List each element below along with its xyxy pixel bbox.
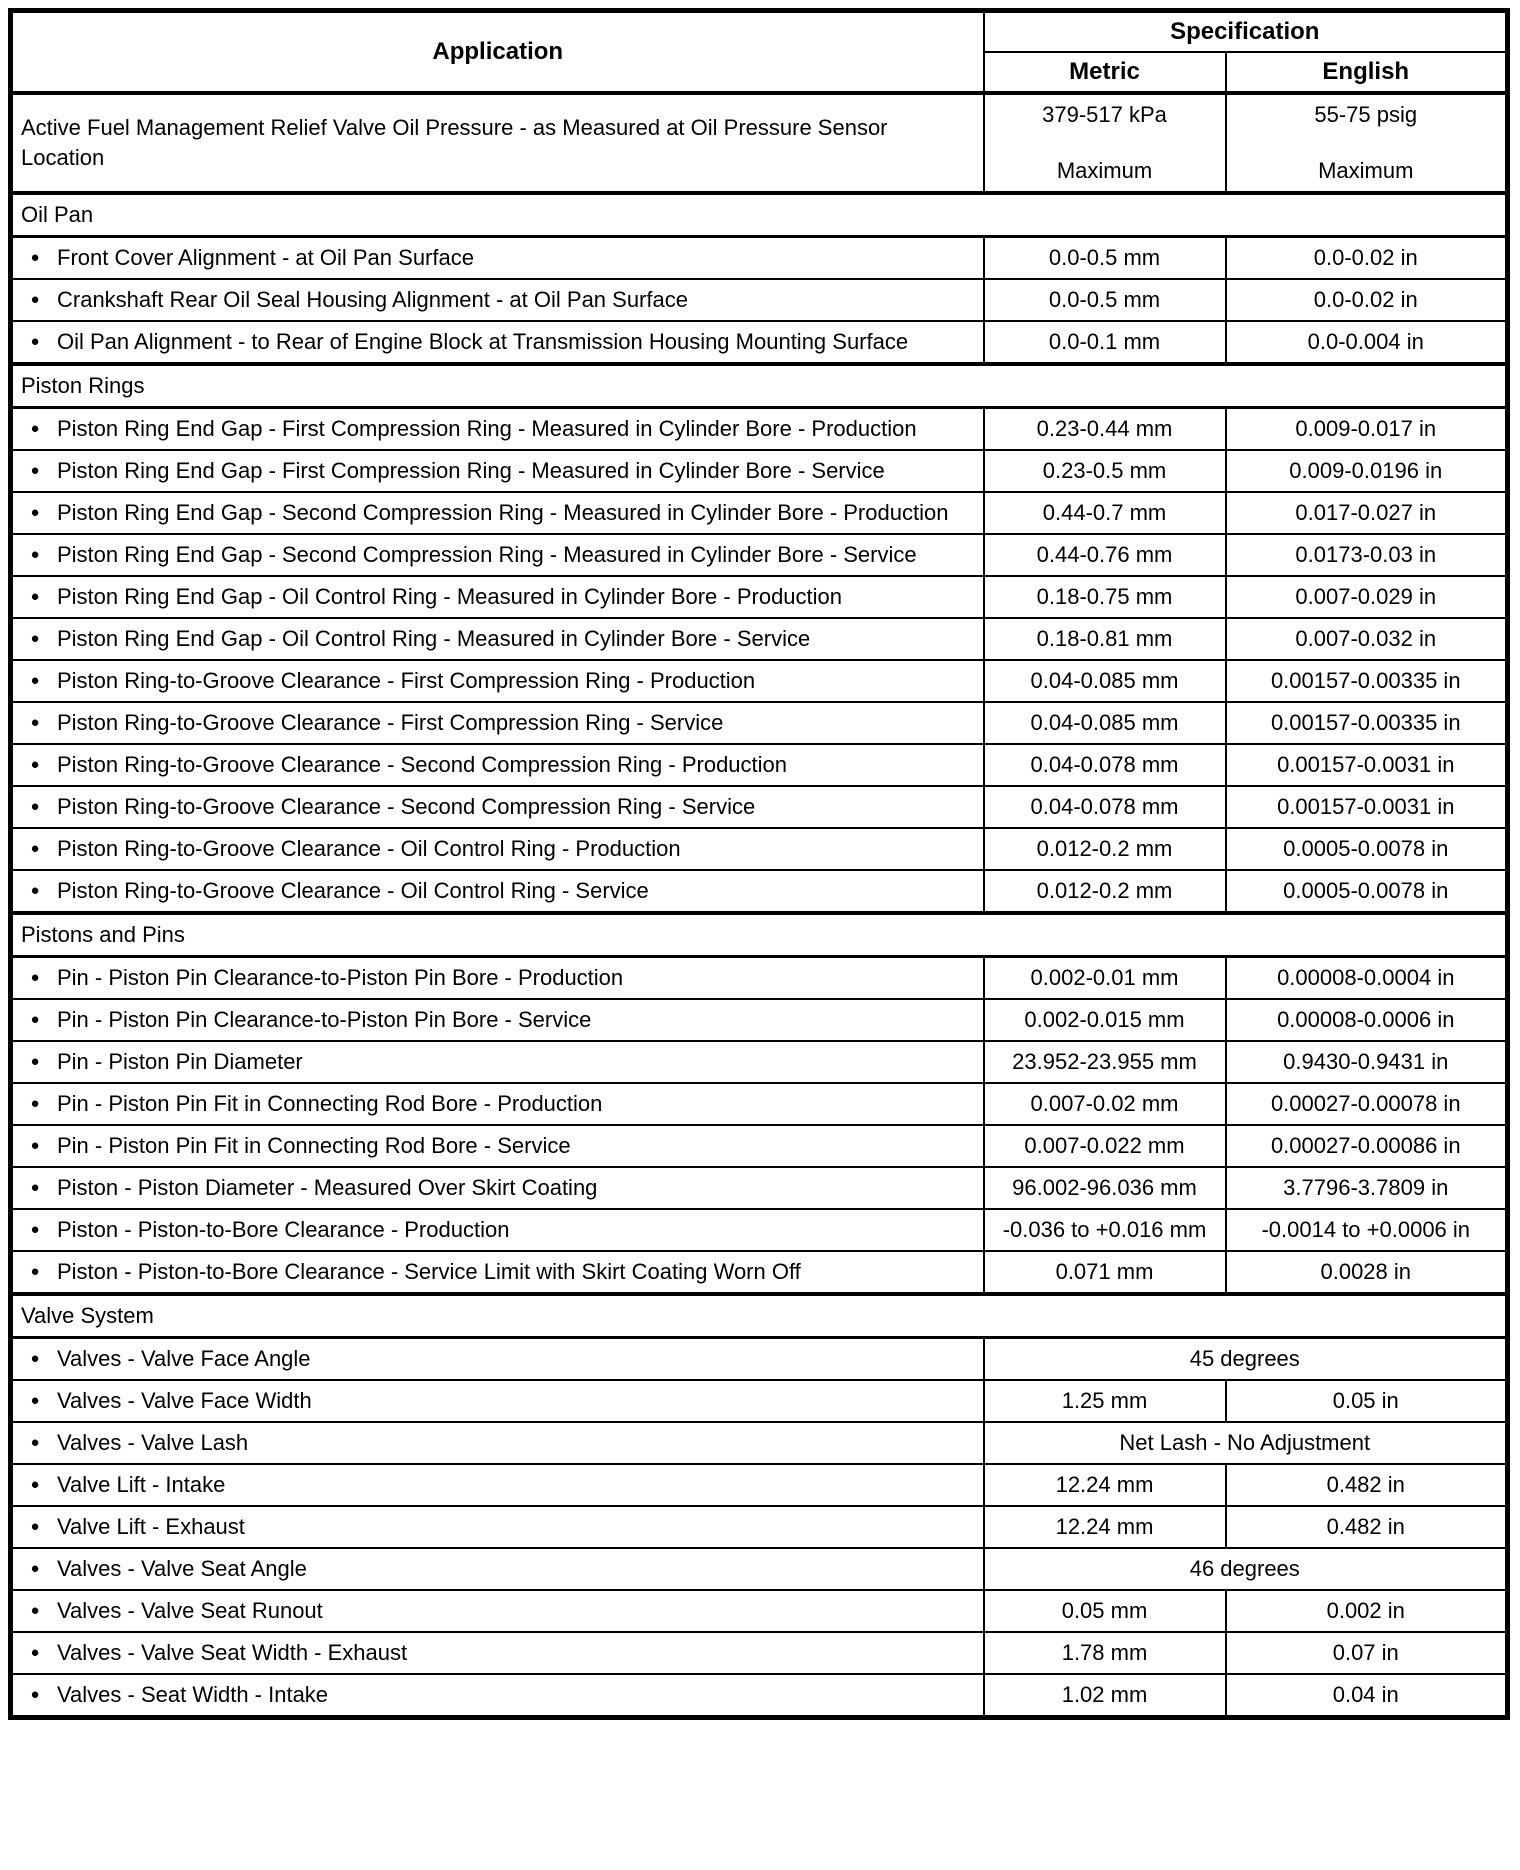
bullet-icon: ●	[30, 1518, 40, 1535]
section-row	[11, 913, 1508, 957]
bullet-icon: ●	[30, 1053, 40, 1070]
application-cell	[11, 1380, 984, 1422]
value-line: 379-517 kPa	[1042, 102, 1167, 127]
application-content	[13, 750, 983, 780]
spec-row	[11, 660, 1508, 702]
english-cell: 0.07 in	[1226, 1632, 1508, 1674]
application-label: Piston Ring End Gap - Second Compression Ring - Measured in Cylinder Bore - Production	[57, 500, 949, 525]
application-content	[13, 1470, 983, 1500]
english-cell: 0.00008-0.0004 in	[1226, 957, 1508, 1000]
application-label: Pin - Piston Pin Diameter	[57, 1049, 303, 1074]
application-label: Piston Ring End Gap - Oil Control Ring - Measured in Cylinder Bore - Production	[57, 584, 843, 609]
metric-cell: 0.012-0.2 mm	[984, 870, 1226, 913]
spec-row	[11, 1338, 1508, 1381]
bullet-icon: ●	[30, 756, 40, 773]
spec-row	[11, 1125, 1508, 1167]
spec-row	[11, 1422, 1508, 1464]
section-row	[11, 364, 1508, 408]
spec-row	[11, 408, 1508, 451]
application-content	[13, 285, 983, 315]
bullet-icon: ●	[30, 333, 40, 350]
bullet-icon: ●	[30, 249, 40, 266]
header-metric: Metric	[984, 52, 1226, 93]
metric-cell: 0.23-0.44 mm	[984, 408, 1226, 451]
english-cell: 0.009-0.017 in	[1226, 408, 1508, 451]
application-cell	[11, 618, 984, 660]
application-label: Piston Ring-to-Groove Clearance - First Compression Ring - Service	[57, 710, 724, 735]
spec-row	[11, 576, 1508, 618]
application-label: Front Cover Alignment - at Oil Pan Surface	[57, 245, 474, 270]
application-cell	[11, 1167, 984, 1209]
application-content	[13, 876, 983, 906]
spec-value-span: Net Lash - No Adjustment	[984, 1422, 1508, 1464]
bullet-icon: ●	[30, 1221, 40, 1238]
application-label: Pin - Piston Pin Clearance-to-Piston Pin Bore - Production	[57, 965, 624, 990]
value-line-gap	[1233, 130, 1500, 156]
metric-cell: 0.0-0.5 mm	[984, 237, 1226, 280]
application-label: Piston - Piston-to-Bore Clearance - Service Limit with Skirt Coating Worn Off	[57, 1259, 801, 1284]
english-cell: 0.9430-0.9431 in	[1226, 1041, 1508, 1083]
spec-row	[11, 321, 1508, 364]
bullet-icon: ●	[30, 1179, 40, 1196]
english-cell: 0.0005-0.0078 in	[1226, 828, 1508, 870]
section-label: Oil Pan	[11, 193, 1508, 237]
metric-cell: 0.23-0.5 mm	[984, 450, 1226, 492]
application-content	[13, 1257, 983, 1287]
application-label: Valve Lift - Intake	[57, 1472, 226, 1497]
bullet-icon: ●	[30, 969, 40, 986]
application-cell: Active Fuel Management Relief Valve Oil Pressure - as Measured at Oil Pressure Sensor Location	[11, 93, 984, 193]
application-cell	[11, 786, 984, 828]
section-label: Pistons and Pins	[11, 913, 1508, 957]
application-label: Piston - Piston Diameter - Measured Over Skirt Coating	[57, 1175, 598, 1200]
application-content	[13, 792, 983, 822]
bullet-icon: ●	[30, 1686, 40, 1703]
application-cell	[11, 660, 984, 702]
spec-row	[11, 1632, 1508, 1674]
english-cell: 0.482 in	[1226, 1506, 1508, 1548]
english-cell: 0.05 in	[1226, 1380, 1508, 1422]
metric-cell: 0.05 mm	[984, 1590, 1226, 1632]
metric-cell: 12.24 mm	[984, 1506, 1226, 1548]
application-label: Piston Ring-to-Groove Clearance - Second Compression Ring - Service	[57, 794, 756, 819]
application-content	[13, 1596, 983, 1626]
application-label: Crankshaft Rear Oil Seal Housing Alignment - at Oil Pan Surface	[57, 287, 688, 312]
english-cell: 0.002 in	[1226, 1590, 1508, 1632]
application-content	[13, 498, 983, 528]
spec-value-span: 45 degrees	[984, 1338, 1508, 1381]
metric-cell: 0.007-0.02 mm	[984, 1083, 1226, 1125]
application-label: Piston Ring End Gap - Second Compression Ring - Measured in Cylinder Bore - Service	[57, 542, 917, 567]
bullet-icon: ●	[30, 882, 40, 899]
english-cell: 0.009-0.0196 in	[1226, 450, 1508, 492]
application-content	[13, 1047, 983, 1077]
section-label: Valve System	[11, 1294, 1508, 1338]
application-content	[13, 456, 983, 486]
bullet-icon: ●	[30, 1095, 40, 1112]
bullet-icon: ●	[30, 672, 40, 689]
application-content	[13, 1005, 983, 1035]
application-content	[13, 1386, 983, 1416]
spec-row	[11, 957, 1508, 1000]
metric-cell: 0.18-0.81 mm	[984, 618, 1226, 660]
bullet-icon: ●	[30, 1560, 40, 1577]
application-cell	[11, 1590, 984, 1632]
metric-cell: 1.78 mm	[984, 1632, 1226, 1674]
metric-cell: 96.002-96.036 mm	[984, 1167, 1226, 1209]
application-label: Valves - Valve Lash	[57, 1430, 249, 1455]
application-label: Piston Ring-to-Groove Clearance - First Compression Ring - Production	[57, 668, 756, 693]
application-content	[13, 1638, 983, 1668]
spec-row	[11, 1209, 1508, 1251]
english-cell: 0.00027-0.00086 in	[1226, 1125, 1508, 1167]
metric-cell: 0.04-0.085 mm	[984, 660, 1226, 702]
application-content	[13, 540, 983, 570]
value-line: Maximum	[1318, 158, 1414, 183]
application-content	[13, 582, 983, 612]
spec-row	[11, 1548, 1508, 1590]
application-content	[13, 1131, 983, 1161]
application-label: Piston Ring End Gap - Oil Control Ring - Measured in Cylinder Bore - Service	[57, 626, 811, 651]
application-label: Valves - Valve Face Width	[57, 1388, 312, 1413]
spec-row	[11, 237, 1508, 280]
application-label: Valves - Valve Seat Runout	[57, 1598, 323, 1623]
bullet-icon: ●	[30, 714, 40, 731]
application-cell	[11, 999, 984, 1041]
application-label: Valves - Valve Seat Angle	[57, 1556, 307, 1581]
application-cell	[11, 828, 984, 870]
bullet-icon: ●	[30, 504, 40, 521]
application-cell	[11, 1632, 984, 1674]
application-label: Piston Ring End Gap - First Compression Ring - Measured in Cylinder Bore - Production	[57, 416, 917, 441]
header-english: English	[1226, 52, 1508, 93]
application-content	[13, 1680, 983, 1710]
metric-cell: 0.012-0.2 mm	[984, 828, 1226, 870]
application-content	[13, 708, 983, 738]
english-cell: 3.7796-3.7809 in	[1226, 1167, 1508, 1209]
header-row-1	[11, 11, 1508, 53]
metric-cell: 0.44-0.7 mm	[984, 492, 1226, 534]
bullet-icon: ●	[30, 630, 40, 647]
value-line: 55-75 psig	[1314, 102, 1418, 127]
header-specification: Specification	[984, 11, 1508, 53]
metric-cell: 0.04-0.078 mm	[984, 786, 1226, 828]
metric-cell: 0.04-0.085 mm	[984, 702, 1226, 744]
spec-row	[11, 828, 1508, 870]
english-cell: 0.0173-0.03 in	[1226, 534, 1508, 576]
application-cell	[11, 1251, 984, 1294]
application-cell	[11, 1209, 984, 1251]
spec-row	[11, 618, 1508, 660]
value-line-gap	[991, 130, 1219, 156]
spec-row	[11, 1380, 1508, 1422]
application-cell	[11, 1083, 984, 1125]
application-cell	[11, 744, 984, 786]
english-cell	[1226, 93, 1508, 193]
application-content	[13, 414, 983, 444]
application-cell	[11, 321, 984, 364]
application-content	[13, 963, 983, 993]
spec-table-body	[11, 11, 1508, 1718]
application-cell	[11, 1422, 984, 1464]
application-content	[13, 1089, 983, 1119]
application-content	[13, 1512, 983, 1542]
application-cell	[11, 408, 984, 451]
bullet-icon: ●	[30, 1602, 40, 1619]
english-cell: 0.00027-0.00078 in	[1226, 1083, 1508, 1125]
english-cell: 0.04 in	[1226, 1674, 1508, 1718]
spec-row	[11, 534, 1508, 576]
spec-row	[11, 1464, 1508, 1506]
application-content	[13, 243, 983, 273]
application-label: Valves - Seat Width - Intake	[57, 1682, 329, 1707]
application-content	[13, 1344, 983, 1374]
spec-row	[11, 1041, 1508, 1083]
application-cell	[11, 1464, 984, 1506]
application-cell	[11, 279, 984, 321]
application-label: Valves - Valve Seat Width - Exhaust	[57, 1640, 408, 1665]
bullet-icon: ●	[30, 1350, 40, 1367]
metric-cell: 1.25 mm	[984, 1380, 1226, 1422]
application-cell	[11, 576, 984, 618]
spec-row	[11, 1083, 1508, 1125]
application-cell	[11, 1506, 984, 1548]
spec-row	[11, 1674, 1508, 1718]
section-row	[11, 1294, 1508, 1338]
metric-cell: 23.952-23.955 mm	[984, 1041, 1226, 1083]
bullet-icon: ●	[30, 840, 40, 857]
section-row	[11, 193, 1508, 237]
spec-table	[8, 8, 1510, 1720]
bullet-icon: ●	[30, 1644, 40, 1661]
bullet-icon: ●	[30, 291, 40, 308]
english-cell: 0.0028 in	[1226, 1251, 1508, 1294]
application-label: Valves - Valve Face Angle	[57, 1346, 311, 1371]
spec-row	[11, 450, 1508, 492]
spec-row	[11, 93, 1508, 193]
spec-row	[11, 279, 1508, 321]
english-cell: 0.482 in	[1226, 1464, 1508, 1506]
english-cell: -0.0014 to +0.0006 in	[1226, 1209, 1508, 1251]
application-content	[13, 1554, 983, 1584]
metric-cell: -0.036 to +0.016 mm	[984, 1209, 1226, 1251]
english-cell: 0.007-0.029 in	[1226, 576, 1508, 618]
english-cell: 0.0-0.02 in	[1226, 237, 1508, 280]
bullet-icon: ●	[30, 1434, 40, 1451]
application-cell	[11, 1674, 984, 1718]
application-label: Piston Ring-to-Groove Clearance - Oil Control Ring - Production	[57, 836, 681, 861]
bullet-icon: ●	[30, 1011, 40, 1028]
header-application: Application	[11, 11, 984, 94]
metric-cell: 12.24 mm	[984, 1464, 1226, 1506]
metric-cell: 0.007-0.022 mm	[984, 1125, 1226, 1167]
application-content	[13, 624, 983, 654]
english-cell: 0.00157-0.0031 in	[1226, 744, 1508, 786]
spec-value-span: 46 degrees	[984, 1548, 1508, 1590]
spec-row	[11, 702, 1508, 744]
application-cell	[11, 870, 984, 913]
application-label: Valve Lift - Exhaust	[57, 1514, 245, 1539]
application-cell	[11, 1041, 984, 1083]
english-cell: 0.017-0.027 in	[1226, 492, 1508, 534]
english-cell: 0.0-0.004 in	[1226, 321, 1508, 364]
application-content	[13, 1173, 983, 1203]
application-content	[13, 1428, 983, 1458]
metric-cell: 0.0-0.5 mm	[984, 279, 1226, 321]
application-cell	[11, 534, 984, 576]
spec-row	[11, 786, 1508, 828]
spec-row	[11, 744, 1508, 786]
bullet-icon: ●	[30, 420, 40, 437]
spec-row	[11, 1167, 1508, 1209]
english-cell: 0.00157-0.0031 in	[1226, 786, 1508, 828]
metric-cell: 0.002-0.015 mm	[984, 999, 1226, 1041]
application-cell	[11, 1125, 984, 1167]
bullet-icon: ●	[30, 1476, 40, 1493]
spec-row	[11, 1506, 1508, 1548]
bullet-icon: ●	[30, 546, 40, 563]
bullet-icon: ●	[30, 1263, 40, 1280]
english-cell: 0.007-0.032 in	[1226, 618, 1508, 660]
application-cell	[11, 1548, 984, 1590]
metric-cell: 1.02 mm	[984, 1674, 1226, 1718]
application-cell	[11, 450, 984, 492]
section-label: Piston Rings	[11, 364, 1508, 408]
metric-cell: 0.0-0.1 mm	[984, 321, 1226, 364]
english-cell: 0.0005-0.0078 in	[1226, 870, 1508, 913]
application-label: Pin - Piston Pin Clearance-to-Piston Pin Bore - Service	[57, 1007, 592, 1032]
bullet-icon: ●	[30, 462, 40, 479]
application-label: Pin - Piston Pin Fit in Connecting Rod Bore - Production	[57, 1091, 603, 1116]
spec-row	[11, 1251, 1508, 1294]
english-cell: 0.00157-0.00335 in	[1226, 660, 1508, 702]
bullet-icon: ●	[30, 1392, 40, 1409]
metric-cell: 0.44-0.76 mm	[984, 534, 1226, 576]
application-label: Piston Ring End Gap - First Compression Ring - Measured in Cylinder Bore - Service	[57, 458, 885, 483]
metric-cell: 0.18-0.75 mm	[984, 576, 1226, 618]
application-cell	[11, 1338, 984, 1381]
metric-cell: 0.002-0.01 mm	[984, 957, 1226, 1000]
application-content	[13, 1215, 983, 1245]
metric-cell: 0.071 mm	[984, 1251, 1226, 1294]
english-cell: 0.0-0.02 in	[1226, 279, 1508, 321]
application-label: Pin - Piston Pin Fit in Connecting Rod Bore - Service	[57, 1133, 571, 1158]
value-line: Maximum	[1056, 158, 1153, 183]
spec-row	[11, 1590, 1508, 1632]
bullet-icon: ●	[30, 588, 40, 605]
english-cell: 0.00008-0.0006 in	[1226, 999, 1508, 1041]
bullet-icon: ●	[30, 798, 40, 815]
spec-row	[11, 870, 1508, 913]
application-label: Piston Ring-to-Groove Clearance - Oil Control Ring - Service	[57, 878, 649, 903]
application-cell	[11, 492, 984, 534]
metric-cell	[984, 93, 1226, 193]
application-content	[13, 666, 983, 696]
application-content	[13, 834, 983, 864]
application-content	[13, 327, 983, 357]
english-cell: 0.00157-0.00335 in	[1226, 702, 1508, 744]
spec-row	[11, 999, 1508, 1041]
spec-row	[11, 492, 1508, 534]
bullet-icon: ●	[30, 1137, 40, 1154]
application-cell	[11, 237, 984, 280]
application-label: Oil Pan Alignment - to Rear of Engine Block at Transmission Housing Mounting Surface	[57, 329, 909, 354]
application-cell	[11, 957, 984, 1000]
application-label: Piston Ring-to-Groove Clearance - Second Compression Ring - Production	[57, 752, 788, 777]
metric-cell: 0.04-0.078 mm	[984, 744, 1226, 786]
application-cell	[11, 702, 984, 744]
application-label: Piston - Piston-to-Bore Clearance - Production	[57, 1217, 510, 1242]
